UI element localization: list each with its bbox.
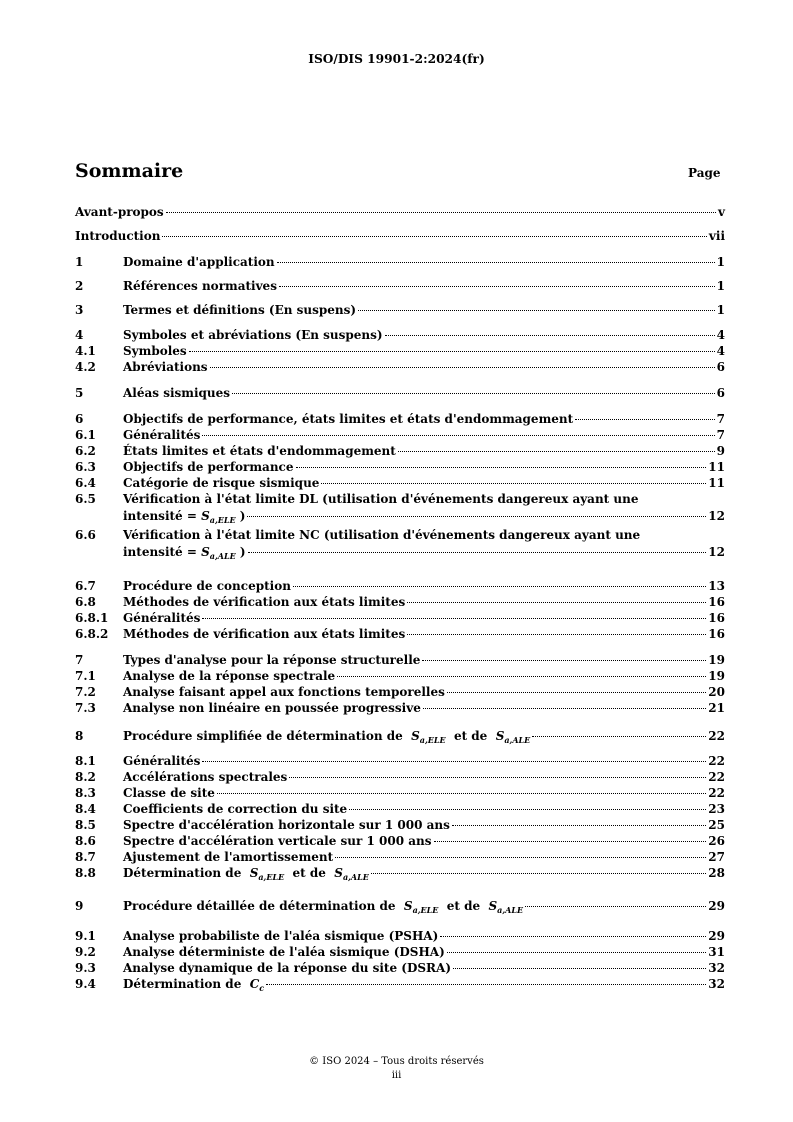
toc-entry-title [123, 544, 246, 564]
toc-entry-number: 6.4 [75, 476, 96, 490]
toc-entry-body [123, 976, 725, 996]
page-column-label: Page [688, 166, 721, 180]
dot-leader [321, 483, 706, 484]
toc-entry-page: 22 [708, 754, 725, 768]
toc-entry-title [123, 626, 405, 642]
toc-entry-title [123, 960, 451, 976]
toc-entry-title-text: Accélérations spectrales [123, 770, 288, 784]
math-symbol: S [201, 509, 210, 523]
math-symbol: S [495, 729, 505, 743]
toc-entry-page: 28 [708, 866, 725, 880]
toc-entry-title-mid: et de [292, 866, 326, 880]
toc-entry[interactable] [75, 865, 725, 881]
toc-entry-title-text: Procédure de conception [123, 579, 291, 593]
toc-entry-title-text: Symboles [123, 344, 187, 358]
toc-entry-title-text: Domaine d'application [123, 255, 275, 269]
toc-entry-body [123, 544, 725, 564]
toc-entry-number: 6.7 [75, 579, 96, 593]
toc-entry-number: 8.2 [75, 770, 96, 784]
document-id: ISO/DIS 19901-2:2024(fr) [308, 52, 485, 66]
math-subscript: a,ALE [497, 905, 524, 915]
toc-entry-body [123, 411, 725, 427]
toc-entry-title-text: Détermination de [123, 866, 242, 880]
toc-entry-page: 13 [708, 579, 725, 593]
toc-entry-number: 9 [75, 899, 84, 913]
toc-entry-number: 8.3 [75, 786, 96, 800]
toc-entry-title-text: Coefficients de correction du site [123, 802, 348, 816]
dot-leader [422, 660, 706, 661]
toc-entry[interactable] [75, 527, 725, 561]
toc-entry-title [123, 359, 208, 375]
toc-entry-body [123, 849, 725, 865]
toc-entry[interactable] [75, 700, 725, 716]
toc-entry-title [123, 385, 230, 401]
toc-entry-page: 29 [708, 899, 725, 913]
toc-entry-number: 7.3 [75, 701, 96, 715]
toc-entry-number: 4.1 [75, 344, 96, 358]
toc-entry-title-text: Avant-propos [75, 205, 164, 219]
toc-entry-title [123, 833, 432, 849]
toc-entry-title-tail: ) [235, 545, 246, 559]
math-symbol: S [488, 899, 498, 913]
toc-entry-title-text: Procédure détaillée de détermination de [123, 899, 396, 913]
toc-entry-title-text: Généralités [123, 428, 201, 442]
toc-entry-number: 8 [75, 729, 84, 743]
toc-entry[interactable] [75, 254, 725, 270]
toc-entry-body [123, 459, 725, 475]
toc-entry-title [123, 302, 356, 318]
toc-entry-body [123, 578, 725, 594]
toc-entry[interactable] [75, 302, 725, 318]
toc-entry-page: 20 [708, 685, 725, 699]
toc-entry-number: 3 [75, 303, 84, 317]
toc-entry[interactable] [75, 684, 725, 700]
toc-entry-body [123, 944, 725, 960]
toc-entry-title-text: Ajustement de l'amortissement [123, 850, 334, 864]
toc-entry-number: 4 [75, 328, 84, 342]
toc-entry[interactable] [75, 652, 725, 668]
toc-entry[interactable] [75, 204, 725, 220]
toc-entry-title [123, 343, 187, 359]
toc-entry-title-tail: ) [235, 509, 246, 523]
toc-entry-number: 8.4 [75, 802, 96, 816]
math-subscript: a,ELE [419, 735, 446, 745]
math-subscript: a,ALE [342, 872, 369, 882]
toc-entry[interactable] [75, 278, 725, 294]
toc-entry-title [123, 785, 215, 801]
toc-entry-body [123, 865, 725, 885]
toc-entry-title [123, 254, 275, 270]
math-symbol: S [201, 545, 210, 559]
toc-entry-body [123, 359, 725, 375]
toc-entry[interactable] [75, 976, 725, 992]
toc-entry-title-text: Types d'analyse pour la réponse structurelle [123, 653, 421, 667]
toc-entry-title [123, 849, 333, 865]
dot-leader [407, 602, 706, 603]
toc-entry-page: 6 [716, 386, 725, 400]
toc-entry[interactable] [75, 898, 725, 914]
toc-entry-number: 6.8 [75, 595, 96, 609]
toc-entry-body [123, 801, 725, 817]
toc-entry-title-text: Spectre d'accélération verticale sur 1 000 ans [123, 834, 432, 848]
dot-leader [575, 419, 714, 420]
toc-entry-title [123, 668, 335, 684]
math-subscript: a,ALE [209, 551, 236, 561]
dot-leader [248, 552, 707, 553]
toc-entry-number: 6 [75, 412, 84, 426]
toc-entry-title [123, 578, 291, 594]
toc-entry-page: 7 [716, 428, 725, 442]
toc-entry-number: 4.2 [75, 360, 96, 374]
toc-entry-body [123, 785, 725, 801]
toc-entry-title-text: Analyse faisant appel aux fonctions temporelles [123, 685, 445, 699]
toc-entry[interactable] [75, 668, 725, 684]
toc-entry-page: 9 [716, 444, 725, 458]
toc-entry-body [123, 610, 725, 626]
toc-entry-number: 6.8.2 [75, 627, 109, 641]
toc-entry-title [123, 508, 245, 528]
toc-entry-title-line1: Vérification à l'état limite NC (utilisation d'événements dangereux ayant une [123, 528, 641, 542]
math-subscript: a,ELE [209, 515, 236, 525]
toc-entry[interactable] [75, 327, 725, 343]
toc-entry-title [123, 684, 445, 700]
toc-entry-number: 6.1 [75, 428, 96, 442]
toc-entry-body [123, 475, 725, 491]
toc-entry-number: 7 [75, 653, 84, 667]
toc-entry-title [123, 898, 523, 918]
page-footer [0, 1055, 793, 1083]
toc-entry-title-text: Analyse non linéaire en poussée progressive [123, 701, 421, 715]
toc-entry-page: 32 [708, 961, 725, 975]
toc-entry-title-mid: et de [446, 899, 481, 913]
toc-entry[interactable] [75, 610, 725, 626]
toc-entry-number: 7.1 [75, 669, 96, 683]
toc-entry[interactable] [75, 343, 725, 359]
toc-entry-page: 22 [708, 786, 725, 800]
dot-leader [447, 692, 706, 693]
toc-entry-title-text: Références normatives [123, 279, 277, 293]
dot-leader [232, 393, 715, 394]
toc-entry-body [123, 626, 725, 642]
toc-entry[interactable] [75, 385, 725, 401]
math-symbol: S [411, 729, 420, 743]
math-subscript: a,ALE [504, 735, 531, 745]
toc-entry-title [75, 204, 164, 220]
toc-entry-body [123, 278, 725, 294]
toc-entry-title-text: Méthodes de vérification aux états limites [123, 595, 406, 609]
toc-entry[interactable] [75, 475, 725, 491]
toc-entry-page: 19 [708, 653, 725, 667]
toc-entry-number: 2 [75, 279, 84, 293]
toc-entry-title-text: Aléas sismiques [123, 386, 231, 400]
toc-entry-body [123, 769, 725, 785]
dot-leader [440, 936, 706, 937]
toc-entry-page: 11 [708, 460, 725, 474]
toc-entry-page: 25 [708, 818, 725, 832]
toc-entry-title [123, 652, 420, 668]
toc-entry-page: 12 [708, 509, 725, 523]
dot-leader [202, 761, 706, 762]
math-subscript: a,ELE [412, 905, 439, 915]
dot-leader [453, 968, 706, 969]
toc-entry-number: 6.8.1 [75, 611, 109, 625]
toc-entry-title-text: Objectifs de performance [123, 460, 294, 474]
toc-entry-number: 6.5 [75, 492, 96, 506]
toc-entry-title-text: Généralités [123, 611, 201, 625]
toc-entry-body [123, 327, 725, 343]
dot-leader [217, 793, 706, 794]
toc-entry-page: 23 [708, 802, 725, 816]
dot-leader [447, 952, 707, 953]
toc-entry-title-text: États limites et états d'endommagement [123, 444, 396, 458]
toc-entry-title [123, 594, 405, 610]
toc-entry-body [123, 833, 725, 849]
toc-entry-title-line2: intensité = [123, 509, 202, 523]
toc-entry-title-text: Spectre d'accélération horizontale sur 1 000 ans [123, 818, 450, 832]
page-title: Sommaire [75, 160, 184, 182]
toc-entry-title-text: Classe de site [123, 786, 215, 800]
toc-entry-body [75, 228, 725, 244]
toc-entry[interactable] [75, 928, 725, 944]
toc-entry-page: 1 [716, 303, 725, 317]
toc-entry-body [123, 668, 725, 684]
toc-entry-title-mid: et de [453, 729, 488, 743]
toc-entry-title-text: Généralités [123, 754, 201, 768]
toc-entry-title-text: Procédure simplifiée de détermination de [123, 729, 403, 743]
dot-leader [279, 286, 715, 287]
math-subscript: c [259, 983, 265, 993]
toc-entry-page: 7 [716, 412, 725, 426]
toc-entry-body [123, 817, 725, 833]
toc-entry-number: 1 [75, 255, 84, 269]
toc-entry-body [123, 700, 725, 716]
toc-entry[interactable] [75, 427, 725, 443]
toc-entry-title [123, 769, 287, 785]
dot-leader [247, 516, 706, 517]
toc-entry-title [123, 278, 277, 294]
toc-entry-number: 9.1 [75, 929, 96, 943]
toc-entry-title-text: Objectifs de performance, états limites et états d'endommagement [123, 412, 574, 426]
toc-entry-number: 8.7 [75, 850, 96, 864]
toc-entry[interactable] [75, 944, 725, 960]
toc-entry-page: 27 [708, 850, 725, 864]
toc-entry[interactable] [75, 359, 725, 375]
toc-entry-title-text: Catégorie de risque sismique [123, 476, 320, 490]
toc-entry[interactable] [75, 728, 725, 744]
toc-entry-page: 31 [708, 945, 725, 959]
toc-entry-title [123, 700, 421, 716]
math-symbol: S [334, 866, 343, 880]
toc-entry[interactable] [75, 578, 725, 594]
toc-entry[interactable] [75, 833, 725, 849]
dot-leader [525, 906, 706, 907]
toc-entry-number: 9.4 [75, 977, 96, 991]
toc-entry-title-text: Détermination de [123, 977, 242, 991]
toc-entry-page: 16 [708, 595, 725, 609]
toc-entry-title [123, 728, 530, 748]
toc-entry-title [123, 411, 573, 427]
dot-leader [162, 236, 706, 237]
dot-leader [335, 857, 706, 858]
toc-entry-title [123, 817, 450, 833]
dot-leader [166, 212, 716, 213]
toc-entry-title [123, 610, 200, 626]
toc-entry-body [123, 652, 725, 668]
toc-entry-page: 16 [708, 611, 725, 625]
toc-entry[interactable] [75, 459, 725, 475]
dot-leader [296, 467, 707, 468]
toc-entry-page: 22 [708, 770, 725, 784]
toc-entry-body [123, 343, 725, 359]
toc-entry-body [123, 928, 725, 944]
dot-leader [293, 586, 706, 587]
toc-entry-title [123, 865, 369, 885]
dot-leader [349, 809, 706, 810]
toc-entry-body [123, 302, 725, 318]
dot-leader [202, 618, 706, 619]
dot-leader [210, 367, 715, 368]
toc-entry-title [123, 928, 438, 944]
toc-entry[interactable] [75, 801, 725, 817]
toc-entry-title [123, 944, 445, 960]
toc-entry-number: 6.2 [75, 444, 96, 458]
toc-entry-title [123, 475, 319, 491]
toc-entry-title [123, 976, 264, 996]
toc-entry-title [123, 427, 200, 443]
dot-leader [266, 984, 706, 985]
toc-entry-number: 8.8 [75, 866, 96, 880]
toc-entry-body [123, 753, 725, 769]
toc-entry-number: 8.6 [75, 834, 96, 848]
toc-entry-title [123, 801, 347, 817]
dot-leader [423, 708, 706, 709]
toc-entry-body [75, 204, 725, 220]
toc-entry-title [75, 228, 160, 244]
toc-entry-title-text: Symboles et abréviations (En suspens) [123, 328, 383, 342]
toc-entry-page: 29 [708, 929, 725, 943]
math-symbol: S [249, 866, 259, 880]
toc-entry-number: 6.3 [75, 460, 96, 474]
toc-entry-number: 9.2 [75, 945, 96, 959]
toc-entry[interactable] [75, 849, 725, 865]
toc-entry[interactable] [75, 443, 725, 459]
toc-entry-body [123, 594, 725, 610]
toc-entry-number: 7.2 [75, 685, 96, 699]
dot-leader [202, 435, 714, 436]
toc-entry-title [123, 327, 383, 343]
toc-entry[interactable] [75, 411, 725, 427]
toc-entry-title-text: Méthodes de vérification aux états limites [123, 627, 406, 641]
toc-entry-page: vii [708, 229, 725, 243]
dot-leader [358, 310, 715, 311]
toc-entry-number: 9.3 [75, 961, 96, 975]
dot-leader [371, 873, 706, 874]
math-symbol: S [403, 899, 413, 913]
toc-entry-page: 32 [708, 977, 725, 991]
toc-entry-page: 22 [708, 729, 725, 743]
dot-leader [189, 351, 715, 352]
toc-entry-page: 4 [716, 344, 725, 358]
toc-entry-body [123, 508, 725, 528]
copyright-notice: © ISO 2024 – Tous droits réservés [309, 1056, 484, 1067]
toc-entry[interactable] [75, 769, 725, 785]
toc-entry-page: 12 [708, 545, 725, 559]
toc-entry[interactable] [75, 753, 725, 769]
toc-entry-body [123, 898, 725, 918]
dot-leader [398, 451, 715, 452]
dot-leader [385, 335, 715, 336]
toc-entry-page: 1 [716, 255, 725, 269]
toc-entry-number: 8.5 [75, 818, 96, 832]
toc-entry[interactable] [75, 785, 725, 801]
toc-entry-body [123, 385, 725, 401]
toc-entry-page: 6 [716, 360, 725, 374]
toc-entry[interactable] [75, 594, 725, 610]
toc-entry-body [123, 728, 725, 748]
dot-leader [289, 777, 706, 778]
toc-entry-page: 21 [708, 701, 725, 715]
toc-entry-body [123, 684, 725, 700]
toc-entry-title-text: Analyse probabiliste de l'aléa sismique (PSHA) [123, 929, 439, 943]
toc-entry-page: 11 [708, 476, 725, 490]
toc-entry-title [123, 459, 294, 475]
toc-entry-page: 26 [708, 834, 725, 848]
toc-entry-body [123, 254, 725, 270]
toc-entry-body [123, 427, 725, 443]
toc-entry-title-text: Analyse dynamique de la réponse du site (DSRA) [123, 961, 451, 975]
toc-entry-page: 1 [716, 279, 725, 293]
toc-entry[interactable] [75, 960, 725, 976]
toc-entry-title-text: Introduction [75, 229, 161, 243]
toc-entry[interactable] [75, 228, 725, 244]
dot-leader [452, 825, 706, 826]
math-symbol: C [249, 977, 260, 991]
toc-entry[interactable] [75, 491, 725, 525]
toc-entry-title-text: Termes et définitions (En suspens) [123, 303, 357, 317]
toc-entry-number: 6.6 [75, 528, 96, 542]
toc-entry-title-text: Analyse déterministe de l'aléa sismique (DSHA) [123, 945, 445, 959]
dot-leader [277, 262, 715, 263]
toc-entry[interactable] [75, 626, 725, 642]
toc-entry-number: 5 [75, 386, 84, 400]
toc-entry-title-line1: Vérification à l'état limite DL (utilisation d'événements dangereux ayant une [123, 492, 639, 506]
toc-entry-page: v [718, 205, 725, 219]
toc-entry-page: 19 [708, 669, 725, 683]
toc-entry-title [123, 753, 200, 769]
toc-entry-title-text: Analyse de la réponse spectrale [123, 669, 336, 683]
toc-entry-title-text: Abréviations [123, 360, 208, 374]
toc-entry-number: 8.1 [75, 754, 96, 768]
dot-leader [532, 736, 706, 737]
page-number: iii [391, 1070, 402, 1081]
toc-entry-page: 16 [708, 627, 725, 641]
toc-entry-title [123, 443, 396, 459]
math-subscript: a,ELE [258, 872, 285, 882]
dot-leader [337, 676, 706, 677]
dot-leader [434, 841, 707, 842]
toc-entry-title-line2: intensité = [123, 545, 202, 559]
toc-entry-body [123, 960, 725, 976]
dot-leader [407, 634, 706, 635]
toc-entry-body [123, 443, 725, 459]
toc-entry[interactable] [75, 817, 725, 833]
toc-entry-page: 4 [716, 328, 725, 342]
